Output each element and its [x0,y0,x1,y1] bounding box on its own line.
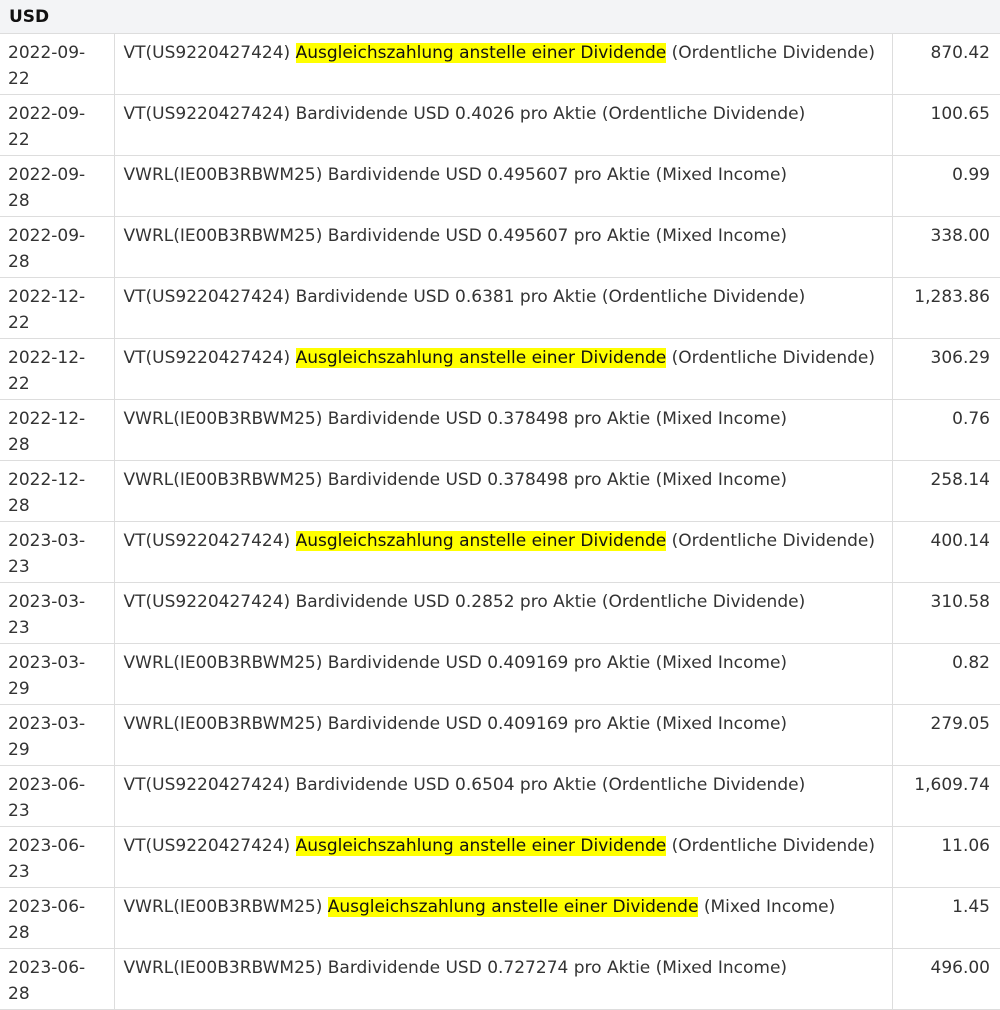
row-description [114,339,892,400]
row-description [114,766,892,827]
row-date: 2022-09-28 [0,217,114,278]
row-amount: 1.45 [892,888,1000,949]
table-row [0,888,1000,949]
highlighted-text: Ausgleichszahlung anstelle einer Dividende [295,836,667,856]
row-description [114,827,892,888]
description-suffix: (Ordentliche Dividende) [666,836,875,856]
row-amount: 258.14 [892,461,1000,522]
table-row [0,522,1000,583]
dividends-table [0,34,1000,1010]
row-description [114,34,892,95]
row-amount: 400.14 [892,522,1000,583]
row-description [114,949,892,1010]
description-text: VWRL(IE00B3RBWM25) Bardividende USD 0.727274 pro Aktie (Mixed Income) [123,958,788,978]
row-description [114,888,892,949]
table-row [0,400,1000,461]
row-description [114,400,892,461]
description-text: VT(US9220427424) [123,43,296,63]
table-row [0,95,1000,156]
row-date: 2022-12-22 [0,339,114,400]
table-row [0,705,1000,766]
description-text: VWRL(IE00B3RBWM25) Bardividende USD 0.409169 pro Aktie (Mixed Income) [123,653,788,673]
currency-header [0,0,1000,34]
row-description [114,156,892,217]
table-row [0,644,1000,705]
table-row [0,461,1000,522]
dividends-table-body [0,34,1000,1010]
row-amount: 496.00 [892,949,1000,1010]
row-date: 2022-09-22 [0,34,114,95]
description-text: VT(US9220427424) [123,836,296,856]
row-date: 2023-03-23 [0,583,114,644]
description-text: VT(US9220427424) Bardividende USD 0.6504 pro Aktie (Ordentliche Dividende) [123,775,806,795]
description-text: VT(US9220427424) Bardividende USD 0.4026 pro Aktie (Ordentliche Dividende) [123,104,806,124]
highlighted-text: Ausgleichszahlung anstelle einer Dividende [295,43,667,63]
row-amount: 1,283.86 [892,278,1000,339]
description-suffix: (Ordentliche Dividende) [666,43,875,63]
table-row [0,827,1000,888]
row-date: 2022-09-22 [0,95,114,156]
row-date: 2022-12-22 [0,278,114,339]
row-date: 2022-12-28 [0,400,114,461]
row-description [114,644,892,705]
description-suffix: (Mixed Income) [698,897,836,917]
row-amount: 870.42 [892,34,1000,95]
row-description [114,583,892,644]
description-suffix: (Ordentliche Dividende) [666,531,875,551]
row-date: 2023-03-29 [0,644,114,705]
description-text: VT(US9220427424) [123,348,296,368]
highlighted-text: Ausgleichszahlung anstelle einer Dividende [327,897,699,917]
row-description [114,522,892,583]
table-row [0,766,1000,827]
row-date: 2022-12-28 [0,461,114,522]
row-amount: 310.58 [892,583,1000,644]
row-date: 2023-06-23 [0,827,114,888]
row-amount: 338.00 [892,217,1000,278]
row-date: 2023-03-23 [0,522,114,583]
table-row [0,339,1000,400]
row-date: 2022-09-28 [0,156,114,217]
row-amount: 11.06 [892,827,1000,888]
table-row [0,34,1000,95]
highlighted-text: Ausgleichszahlung anstelle einer Dividende [295,348,667,368]
description-text: VWRL(IE00B3RBWM25) Bardividende USD 0.378498 pro Aktie (Mixed Income) [123,470,788,490]
highlighted-text: Ausgleichszahlung anstelle einer Dividende [295,531,667,551]
row-amount: 279.05 [892,705,1000,766]
description-text: VWRL(IE00B3RBWM25) Bardividende USD 0.495607 pro Aktie (Mixed Income) [123,226,788,246]
row-amount: 1,609.74 [892,766,1000,827]
row-date: 2023-06-28 [0,949,114,1010]
description-text: VWRL(IE00B3RBWM25) Bardividende USD 0.378498 pro Aktie (Mixed Income) [123,409,788,429]
row-date: 2023-06-28 [0,888,114,949]
description-text: VT(US9220427424) Bardividende USD 0.2852 pro Aktie (Ordentliche Dividende) [123,592,806,612]
description-suffix: (Ordentliche Dividende) [666,348,875,368]
row-amount: 0.82 [892,644,1000,705]
row-description [114,278,892,339]
currency-label: USD [9,7,50,27]
description-text: VT(US9220427424) [123,531,296,551]
row-description [114,95,892,156]
row-date: 2023-06-23 [0,766,114,827]
description-text: VT(US9220427424) Bardividende USD 0.6381 pro Aktie (Ordentliche Dividende) [123,287,806,307]
row-date: 2023-03-29 [0,705,114,766]
table-row [0,949,1000,1010]
description-text: VWRL(IE00B3RBWM25) [123,897,328,917]
description-text: VWRL(IE00B3RBWM25) Bardividende USD 0.495607 pro Aktie (Mixed Income) [123,165,788,185]
row-amount: 0.76 [892,400,1000,461]
row-amount: 0.99 [892,156,1000,217]
row-description [114,705,892,766]
table-row [0,583,1000,644]
description-text: VWRL(IE00B3RBWM25) Bardividende USD 0.409169 pro Aktie (Mixed Income) [123,714,788,734]
table-row [0,278,1000,339]
row-description [114,461,892,522]
table-row [0,156,1000,217]
table-row [0,217,1000,278]
row-amount: 100.65 [892,95,1000,156]
row-amount: 306.29 [892,339,1000,400]
row-description [114,217,892,278]
